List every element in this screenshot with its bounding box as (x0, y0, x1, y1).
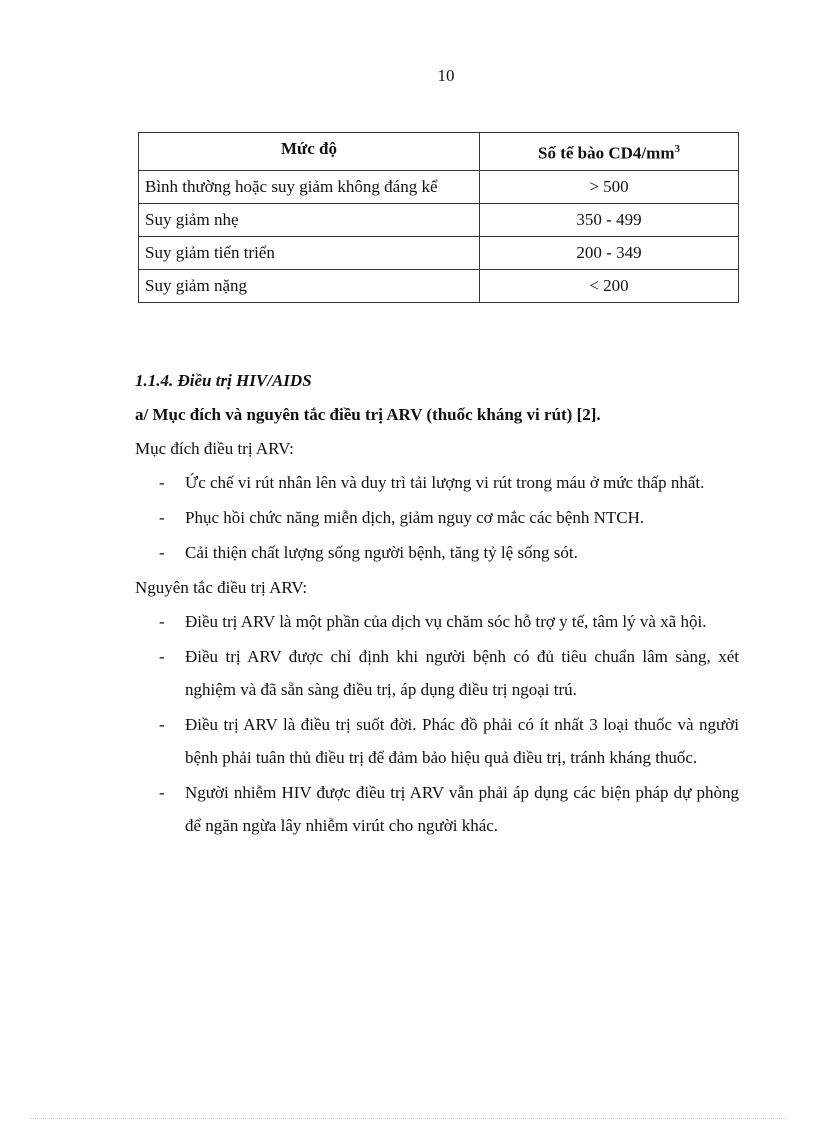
table-row (139, 236, 739, 269)
dash-marker: - (159, 715, 165, 734)
row-level: Bình thường hoặc suy giảm không đáng kể (139, 170, 480, 203)
row-level: Suy giảm tiến triển (139, 236, 480, 269)
dash-marker: - (159, 783, 165, 802)
list-item-text: Điều trị ARV là một phần của dịch vụ chăm sóc hỗ trợ y tế, tâm lý và xã hội. (185, 612, 707, 631)
row-value: < 200 (480, 269, 739, 302)
table-row (139, 203, 739, 236)
dash-marker: - (159, 508, 165, 527)
list-item-text: Ức chế vi rút nhân lên và duy trì tải lượng vi rút trong máu ở mức thấp nhất. (185, 473, 705, 492)
footer-divider (30, 1118, 786, 1119)
cd4-classification-table (138, 132, 739, 303)
row-level: Suy giảm nặng (139, 269, 480, 302)
section-title: 1.1.4. Điều trị HIV/AIDS (135, 371, 312, 390)
header-level-text: Mức độ (281, 139, 337, 158)
list-item (135, 640, 739, 706)
list-item-text: Điều trị ARV là điều trị suốt đời. Phác đồ phải có ít nhất 3 loại thuốc và người bệnh phải tuân thủ điều trị để đảm bảo hiệu quả điều trị, tránh kháng thuốc. (185, 715, 739, 767)
purpose-label: Mục đích điều trị ARV: (135, 439, 294, 458)
row-value: 200 - 349 (480, 236, 739, 269)
dash-marker: - (159, 473, 165, 492)
header-level (139, 133, 480, 171)
dash-marker: - (159, 543, 165, 562)
principles-label: Nguyên tắc điều trị ARV: (135, 578, 308, 597)
purpose-list (135, 466, 739, 569)
section-content (135, 364, 739, 844)
list-item (135, 536, 739, 569)
list-item-text: Người nhiễm HIV được điều trị ARV vẫn phải áp dụng các biện pháp dự phòng để ngăn ngừa lây nhiễm virút cho người khác. (185, 783, 739, 835)
dash-marker: - (159, 647, 165, 666)
header-superscript: 3 (674, 143, 680, 155)
list-item (135, 466, 739, 499)
list-item-text: Cải thiện chất lượng sống người bệnh, tăng tỷ lệ sống sót. (185, 543, 578, 562)
list-item (135, 605, 739, 638)
list-item-text: Điều trị ARV được chỉ định khi người bệnh có đủ tiêu chuẩn lâm sàng, xét nghiệm và đã sẵn sàng điều trị, áp dụng điều trị ngoại trú. (185, 647, 739, 699)
table-row (139, 170, 739, 203)
principles-list (135, 605, 739, 842)
row-value: 350 - 499 (480, 203, 739, 236)
header-cd4-count (480, 133, 739, 171)
list-item (135, 776, 739, 842)
page-number: 10 (437, 66, 455, 85)
dash-marker: - (159, 612, 165, 631)
list-item (135, 501, 739, 534)
section-subtitle: a/ Mục đích và nguyên tắc điều trị ARV (thuốc kháng vi rút) [2]. (135, 405, 601, 424)
row-value: > 500 (480, 170, 739, 203)
list-item-text: Phục hồi chức năng miễn dịch, giảm nguy cơ mắc các bệnh NTCH. (185, 508, 645, 527)
row-level: Suy giảm nhẹ (139, 203, 480, 236)
list-item (135, 708, 739, 774)
header-cd4-text: Số tế bào CD4/mm (538, 143, 675, 163)
table-row (139, 269, 739, 302)
table-header-row (139, 133, 739, 171)
